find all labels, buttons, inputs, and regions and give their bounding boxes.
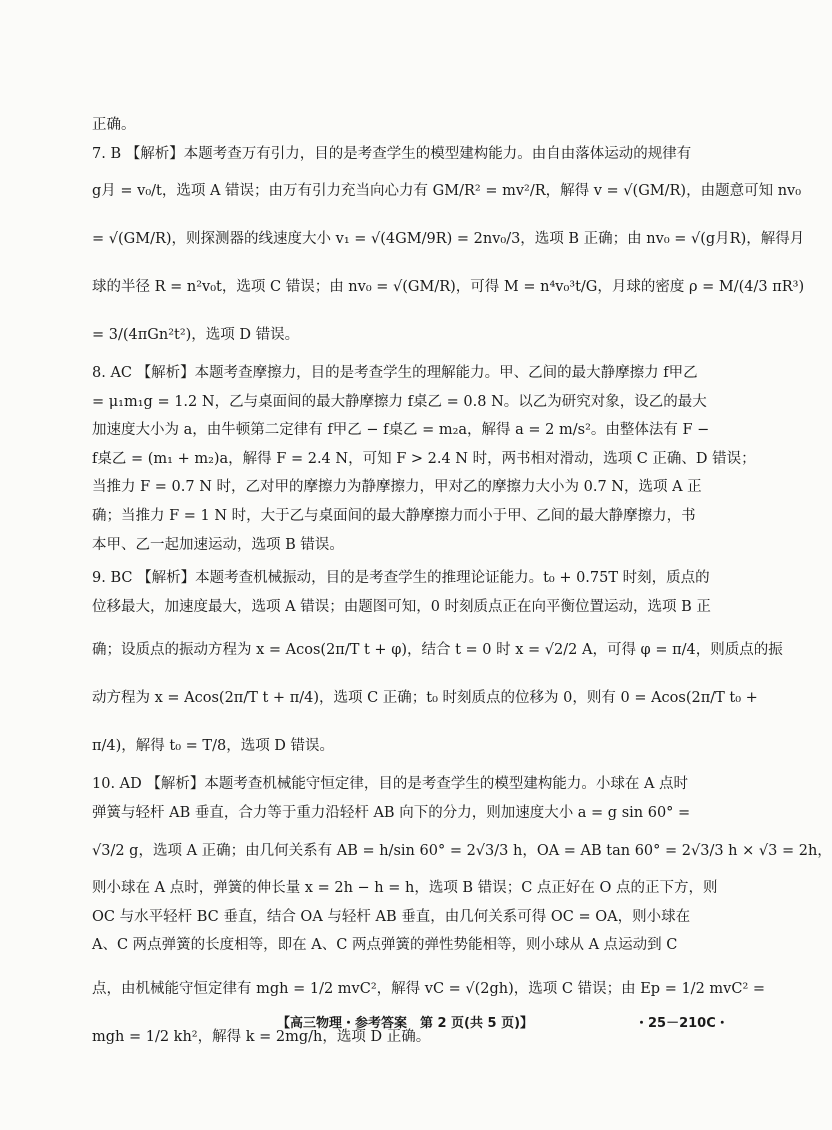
- text-line: 则小球在 A 点时，弹簧的伸长量 x = 2h − h = h，选项 B 错误；C 点正好在 O 点的正下方，则: [92, 880, 718, 897]
- footer-code: ・25－210C・: [635, 1016, 729, 1031]
- text-line: π/4)，解得 t₀ = T/8，选项 D 错误。: [92, 738, 335, 755]
- q10-heading-line: 10. AD 【解析】本题考查机械能守恒定律，目的是考查学生的模型建构能力。小球在 A 点时: [92, 776, 689, 793]
- q8-heading-line: 8. AC 【解析】本题考查摩擦力，目的是考查学生的理解能力。甲、乙间的最大静摩擦力 f甲乙: [92, 365, 698, 382]
- text-line: = 3/(4πGn²t²)，选项 D 错误。: [92, 327, 300, 344]
- text-line: A、C 两点弹簧的长度相等，即在 A、C 两点弹簧的弹性势能相等，则小球从 A 点运动到 C: [92, 937, 678, 954]
- footer-title: 【高三物理・参考答案 第 2 页(共 5 页)】: [276, 1016, 534, 1031]
- text-line: 球的半径 R = n²v₀t，选项 C 错误；由 nv₀ = √(GM/R)，可得 M = n⁴v₀³t/G，月球的密度 ρ = M/(4/3 πR³): [92, 279, 805, 296]
- text-line: 动方程为 x = Acos(2π/T t + π/4)，选项 C 正确；t₀ 时刻质点的位移为 0，则有 0 = Acos(2π/T t₀ +: [92, 690, 758, 707]
- text-line: g月 = v₀/t，选项 A 错误；由万有引力充当向心力有 GM/R² = mv²/R，解得 v = √(GM/R)，由题意可知 nv₀: [92, 183, 802, 200]
- text-line: 确；设质点的振动方程为 x = Acos(2π/T t + φ)，结合 t = 0 时 x = √2/2 A，可得 φ = π/4，则质点的振: [92, 642, 783, 659]
- text-line: √3/2 g，选项 A 正确；由几何关系有 AB = h/sin 60° = 2√3/3 h，OA = AB tan 60° = 2√3/3 h × √3 = 2h，: [92, 842, 832, 859]
- text-line: 弹簧与轻杆 AB 垂直，合力等于重力沿轻杆 AB 向下的分力，则加速度大小 a = g sin 60° =: [92, 804, 691, 821]
- text-line: 正确。: [92, 117, 136, 133]
- text-line: = μ₁m₁g = 1.2 N，乙与桌面间的最大静摩擦力 f桌乙 = 0.8 N。以乙为研究对象，设乙的最大: [92, 393, 707, 410]
- q7-heading-line: 7. B 【解析】本题考查万有引力，目的是考查学生的模型建构能力。由自由落体运动的规律有: [92, 145, 692, 162]
- q9-heading-line: 9. BC 【解析】本题考查机械振动，目的是考查学生的推理论证能力。t₀ + 0.75T 时刻，质点的: [92, 570, 710, 587]
- text-line: f桌乙 = (m₁ + m₂)a，解得 F = 2.4 N，可知 F > 2.4 N 时，两书相对滑动，选项 C 正确、D 错误；: [92, 450, 756, 467]
- text-line: 确；当推力 F = 1 N 时，大于乙与桌面间的最大静摩擦力而小于甲、乙间的最大静摩擦力，书: [92, 507, 696, 524]
- text-line: = √(GM/R)，则探测器的线速度大小 v₁ = √(4GM/9R) = 2nv₀/3，选项 B 正确；由 nv₀ = √(g月R)，解得月: [92, 231, 805, 248]
- text-line: 加速度大小为 a，由牛顿第二定律有 f甲乙 − f桌乙 = m₂a，解得 a = 2 m/s²。由整体法有 F −: [92, 422, 710, 439]
- text-line: 当推力 F = 0.7 N 时，乙对甲的摩擦力为静摩擦力，甲对乙的摩擦力大小为 0.7 N，选项 A 正: [92, 479, 702, 496]
- text-line: 本甲、乙一起加速运动，选项 B 错误。: [92, 536, 344, 553]
- text-line: OC 与水平轻杆 BC 垂直，结合 OA 与轻杆 AB 垂直，由几何关系可得 OC = OA，则小球在: [92, 908, 691, 925]
- text-line: 位移最大，加速度最大，选项 A 错误；由题图可知，0 时刻质点正在向平衡位置运动，选项 B 正: [92, 598, 711, 615]
- answer-content: [92, 116, 832, 1052]
- text-line: mgh = 1/2 kh²，解得 k = 2mg/h，选项 D 正确。: [92, 1029, 431, 1046]
- text-line: 点，由机械能守恒定律有 mgh = 1/2 mvC²，解得 vC = √(2gh)，选项 C 错误；由 Ep = 1/2 mvC² =: [92, 981, 766, 998]
